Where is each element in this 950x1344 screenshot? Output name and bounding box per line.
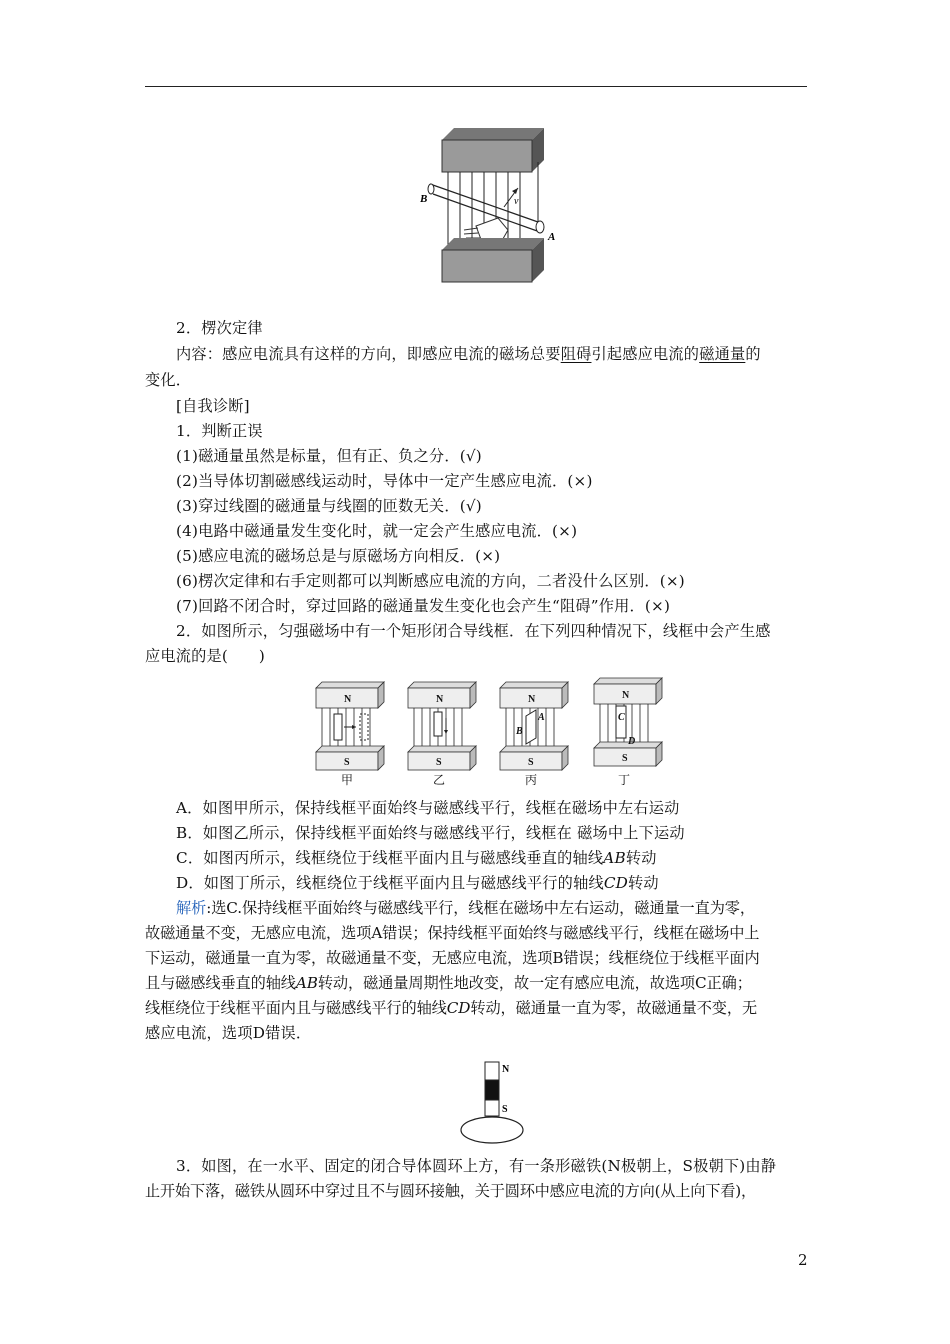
option-d — [176, 871, 659, 895]
option-c-end: 转动 — [625, 849, 657, 867]
judgment-3: (3)穿过线圈的磁通量与线圈的匝数无关．(√) — [176, 497, 482, 515]
option-d-text: D．如图丁所示，线框绕位于线框平面内且与磁感线平行的轴线 — [176, 874, 604, 892]
q3-line-2: 止开始下落，磁铁从圆环中穿过且不与圆环接触，关于圆环中感应电流的方向(从上向下看)， — [145, 1182, 756, 1200]
header-rule — [145, 86, 807, 87]
content-suffix: 的 — [745, 345, 761, 363]
caption-jia: 甲 — [341, 773, 354, 787]
q1-title: 1．判断正误 — [176, 422, 263, 440]
q3-line-1: 3．如图，在一水平、固定的闭合导体圆环上方，有一条形磁铁(N极朝上，S极朝下)由静 — [176, 1157, 777, 1175]
option-d-end: 转动 — [628, 874, 659, 892]
fig2-label-b: B — [516, 726, 523, 737]
fig2-s-3: S — [528, 757, 534, 768]
caption-ding: 丁 — [618, 773, 631, 787]
caption-yi: 乙 — [433, 773, 446, 787]
judgment-4: (4)电路中磁通量发生变化时，就一定会产生感应电流．(×) — [176, 522, 578, 540]
fig2-n-1: N — [344, 694, 352, 705]
page-number: 2 — [798, 1251, 808, 1269]
analysis-l1: :选C.保持线框平面始终与磁感线平行，线框在磁场中左右运动，磁通量一直为零， — [206, 899, 755, 917]
content-line-1 — [176, 342, 761, 366]
analysis-line-5 — [145, 996, 757, 1020]
fig2-label-a: A — [538, 712, 545, 723]
q2-line-1: 2．如图所示，匀强磁场中有一个矩形闭合导线框．在下列四种情况下，线框中会产生感 — [176, 622, 771, 640]
content-mid: 引起感应电流的 — [591, 345, 700, 363]
analysis-line-6: 感应电流，选项D错误． — [145, 1024, 312, 1042]
option-b: B．如图乙所示，保持线框平面始终与磁感线平行，线框在 磁场中上下运动 — [176, 824, 685, 842]
fig2-n-2: N — [436, 694, 444, 705]
analysis-label: 解析 — [176, 899, 207, 917]
option-c-axis: AB — [603, 849, 626, 867]
fig3-n: N — [502, 1064, 510, 1075]
figure-magnet-ring — [456, 1060, 528, 1146]
content-underline-2: 磁通量 — [699, 345, 746, 363]
analysis-l5-post: 转动，磁通量一直为零，故磁通量不变，无 — [470, 999, 758, 1017]
fig1-label-a: A — [548, 231, 556, 243]
judgment-1: (1)磁通量虽然是标量，但有正、负之分．(√) — [176, 447, 482, 465]
option-a: A．如图甲所示，保持线框平面始终与磁感线平行，线框在磁场中左右运动 — [176, 799, 680, 817]
fig2-n-3: N — [528, 694, 536, 705]
judgment-5: (5)感应电流的磁场总是与原磁场方向相反．(×) — [176, 547, 501, 565]
content-underline-1: 阻碍 — [560, 345, 592, 363]
analysis-l4-axis: AB — [295, 974, 318, 992]
fig2-label-c: C — [618, 712, 625, 723]
judgment-7: (7)回路不闭合时，穿过回路的磁通量发生变化也会产生“阻碍”作用．(×) — [176, 597, 671, 615]
content-line-2: 变化． — [145, 371, 192, 389]
judgment-2: (2)当导体切割磁感线运动时，导体中一定产生感应电流．(×) — [176, 472, 593, 490]
analysis-line-1 — [176, 896, 755, 920]
analysis-l4-post: 转动，磁通量周期性地改变，故一定有感应电流，故选项C正确； — [317, 974, 752, 992]
fig2-s-1: S — [344, 757, 350, 768]
analysis-line-4 — [145, 971, 752, 995]
analysis-line-2: 故磁通量不变，无感应电流，选项A错误；保持线框平面始终与磁感线平行，线框在磁场中上 — [145, 924, 760, 942]
fig2-s-2: S — [436, 757, 442, 768]
content-prefix: 内容：感应电流具有这样的方向，即感应电流的磁场总要 — [176, 345, 561, 363]
analysis-l5-axis: CD — [446, 999, 471, 1017]
fig2-n-4: N — [622, 690, 630, 701]
self-diagnosis-heading: [自我诊断] — [176, 397, 250, 415]
option-c-text: C．如图丙所示，线框绕位于线框平面内且与磁感线垂直的轴线 — [176, 849, 604, 867]
fig2-label-d: D — [628, 736, 636, 747]
analysis-l4-pre: 且与磁感线垂直的轴线 — [145, 974, 296, 992]
figure-magnet-rod — [420, 122, 560, 297]
q2-line-2: 应电流的是( ) — [145, 647, 265, 665]
option-c — [176, 846, 657, 870]
fig1-label-v: v — [514, 196, 519, 207]
judgment-6: (6)楞次定律和右手定则都可以判断感应电流的方向，二者没什么区别．(×) — [176, 572, 685, 590]
section-title: 2．楞次定律 — [176, 319, 263, 337]
analysis-line-3: 下运动，磁通量一直为零，故磁通量不变，无感应电流，选项B错误；线框绕位于线框平面内 — [145, 949, 760, 967]
option-d-axis: CD — [603, 874, 629, 892]
fig1-label-b: B — [420, 193, 428, 205]
fig3-s: S — [502, 1104, 508, 1115]
caption-bing: 丙 — [525, 773, 538, 787]
analysis-l5-pre: 线框绕位于线框平面内且与磁感线平行的轴线 — [145, 999, 447, 1017]
fig2-s-4: S — [622, 753, 628, 764]
figure-four-cases — [312, 676, 677, 790]
